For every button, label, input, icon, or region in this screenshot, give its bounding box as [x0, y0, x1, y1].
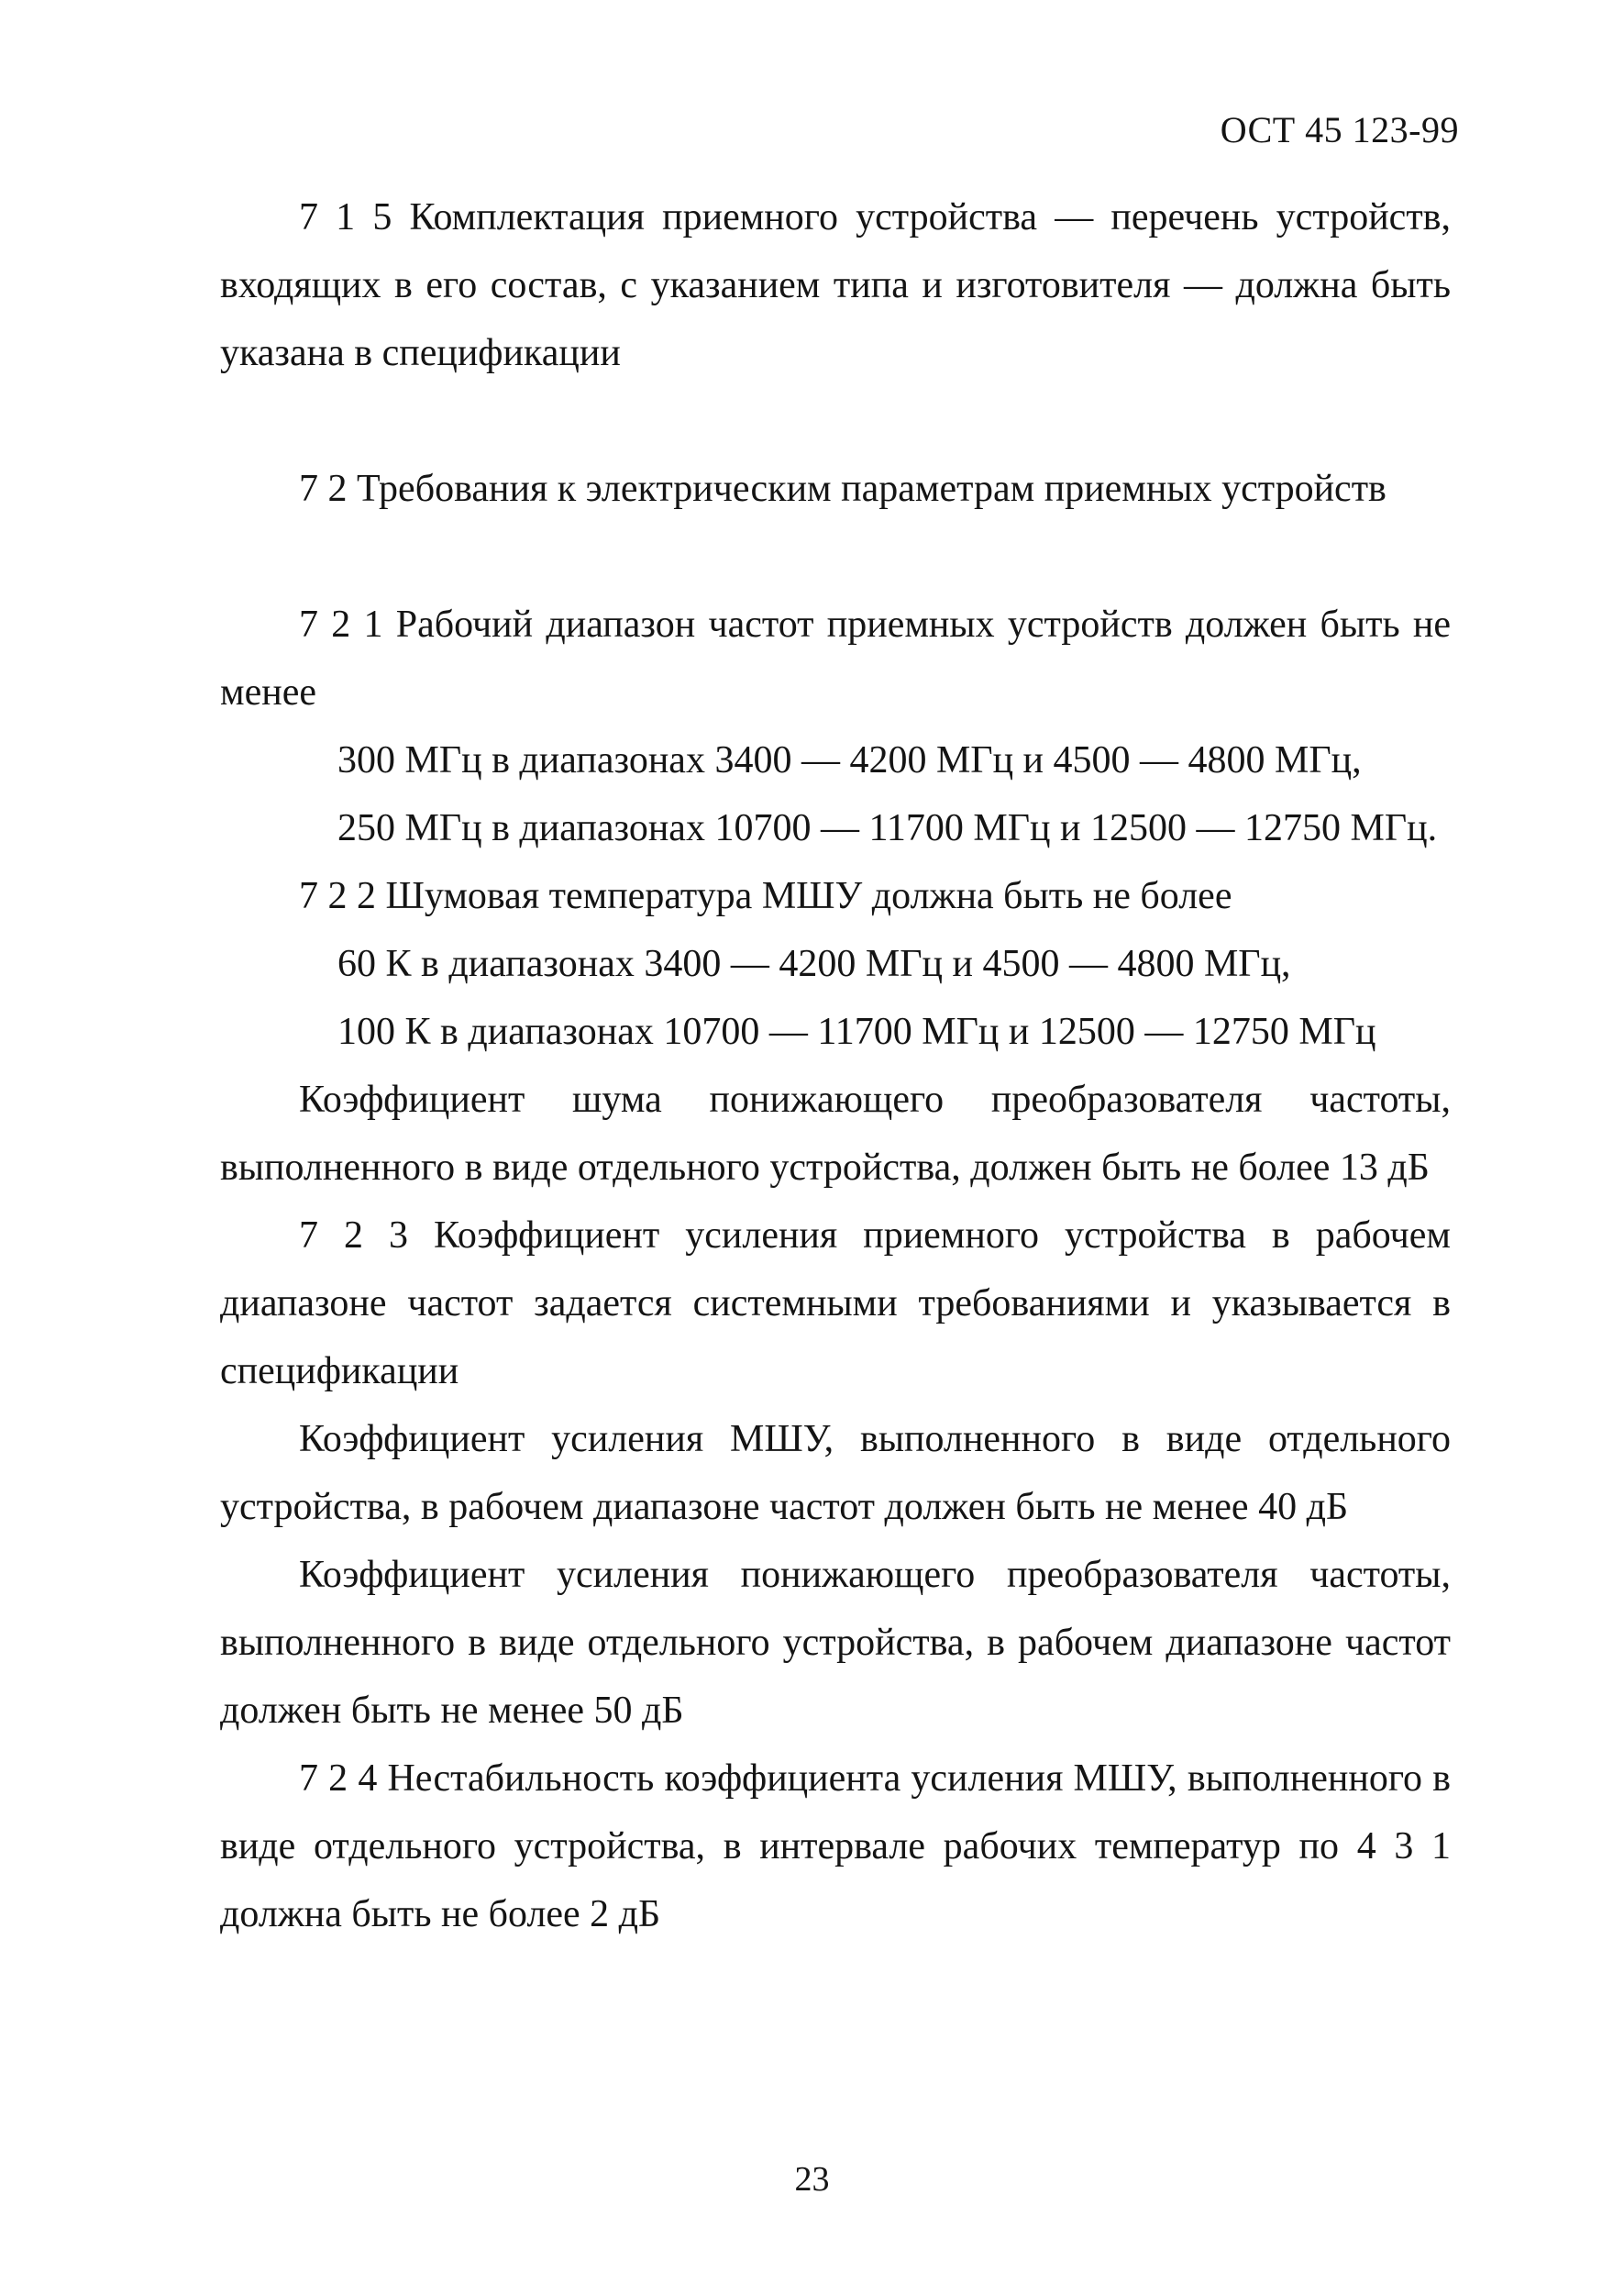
- paragraph-converter-gain: Коэффициент усиления понижающего преобразователя частоты, выполненного в виде отдельного устройства, в рабочем диапазоне частот должен быть не менее 50 дБ: [220, 1554, 1451, 1732]
- frequency-range-line-2: 250 МГц в диапазонах 10700 — 11700 МГц и 12500 — 12750 МГц.: [337, 807, 1438, 849]
- noise-temperature-line-1: 60 К в диапазонах 3400 — 4200 МГц и 4500 — 4800 МГц,: [337, 943, 1291, 985]
- noise-temperature-line-2: 100 К в диапазонах 10700 — 11700 МГц и 12500 — 12750 МГц: [337, 1011, 1376, 1053]
- section-heading-7-2: 7 2 Требования к электрическим параметрам приемных устройств: [299, 468, 1386, 510]
- paragraph-7-2-2: 7 2 2 Шумовая температура МШУ должна быть не более: [299, 875, 1232, 917]
- document-code: ОСТ 45 123-99: [1220, 109, 1459, 150]
- document-body: [220, 183, 1451, 1948]
- paragraph-7-1-5: 7 1 5 Комплектация приемного устройства — перечень устройств, входящих в его состав, с указанием типа и изготовителя — должна быть указана в спецификации: [220, 196, 1451, 374]
- paragraph-7-2-3: 7 2 3 Коэффициент усиления приемного устройства в рабочем диапазоне частот задается системными требованиями и указывается в спецификации: [220, 1214, 1451, 1392]
- paragraph-7-2-1: 7 2 1 Рабочий диапазон частот приемных устройств должен быть не менее: [220, 604, 1451, 714]
- paragraph-lna-gain: Коэффициент усиления МШУ, выполненного в виде отдельного устройства, в рабочем диапазоне частот должен быть не менее 40 дБ: [220, 1418, 1451, 1528]
- page-number: 23: [794, 2160, 830, 2199]
- frequency-range-line-1: 300 МГц в диапазонах 3400 — 4200 МГц и 4500 — 4800 МГц,: [337, 739, 1362, 781]
- paragraph-noise-figure: Коэффициент шума понижающего преобразователя частоты, выполненного в виде отдельного устройства, должен быть не более 13 дБ: [220, 1079, 1451, 1189]
- paragraph-7-2-4: 7 2 4 Нестабильность коэффициента усиления МШУ, выполненного в виде отдельного устройства, в интервале рабочих температур по 4 3 1 должна быть не более 2 дБ: [220, 1757, 1451, 1935]
